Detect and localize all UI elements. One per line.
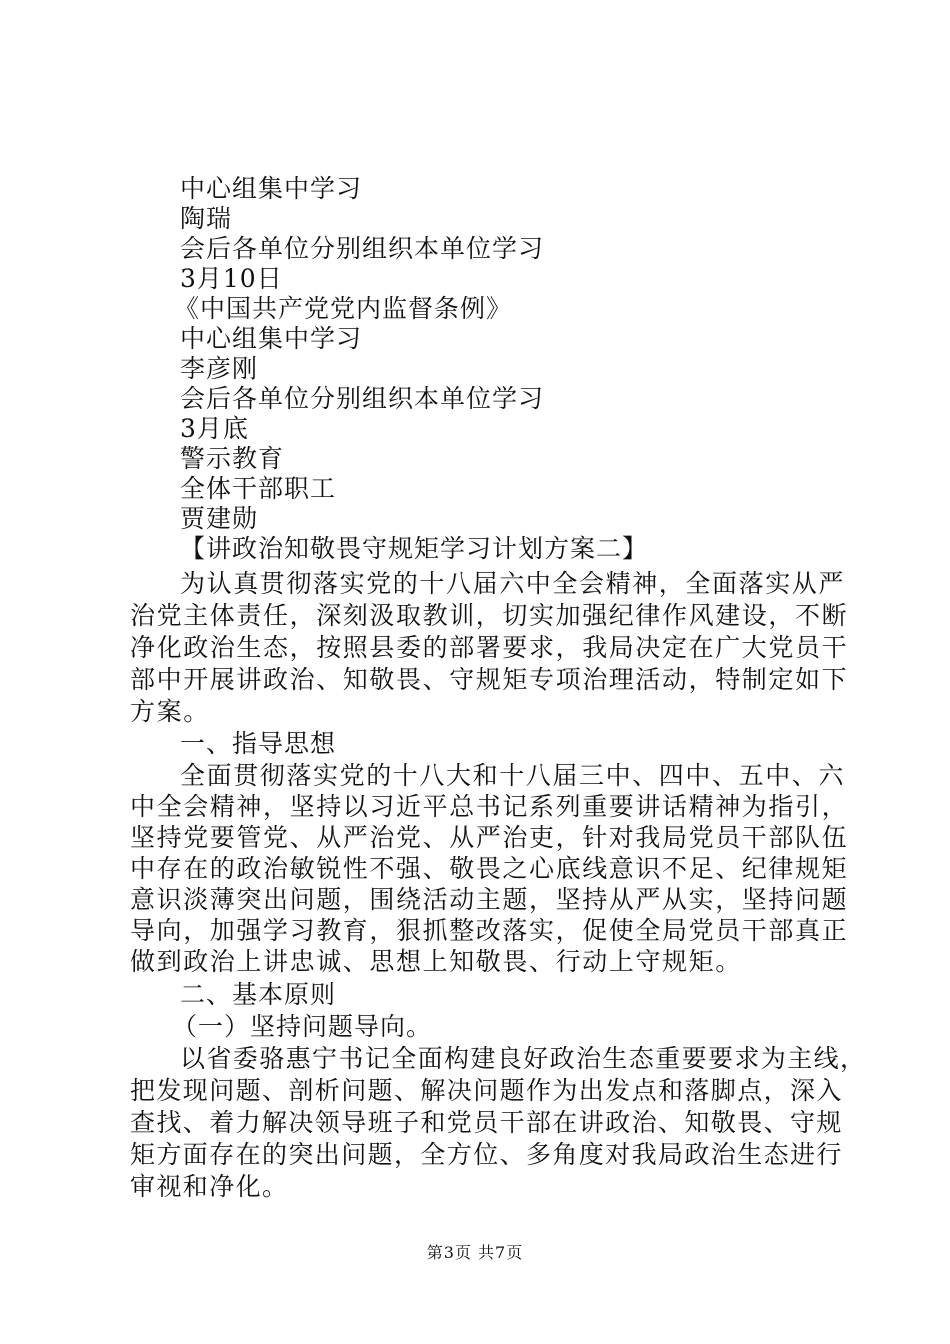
text-line: 意识淡薄突出问题，围绕活动主题，坚持从严从实，坚持问题: [130, 885, 849, 914]
text-line: 中存在的政治敏锐性不强、敬畏之心底线意识不足、纪律规矩: [130, 854, 849, 883]
list-line: 贾建勋: [180, 504, 259, 533]
text-line: 做到政治上讲忠诚、思想上知敬畏、行动上守规矩。: [130, 947, 742, 976]
list-line: 会后各单位分别组织本单位学习: [180, 384, 545, 413]
section-heading: 【讲政治知敬畏守规矩学习计划方案二】: [180, 534, 649, 563]
list-line: 中心组集中学习: [180, 324, 363, 353]
paragraph-intro: [130, 568, 848, 728]
schedule-list: [174, 174, 649, 564]
text-line: 坚持党要管党、从严治党、从严治吏，针对我局党员干部队伍: [130, 823, 849, 852]
text-line: 全面贯彻落实党的十八大和十八届三中、四中、五中、六: [180, 761, 846, 790]
list-line: 警示教育: [180, 444, 285, 473]
list-line: 全体干部职工: [180, 474, 337, 503]
text-line: 部中开展讲政治、知敬畏、守规矩专项治理活动，特制定如下: [130, 665, 849, 694]
text-line: 净化政治生态，按照县委的部署要求，我局决定在广大党员干: [130, 633, 849, 662]
paragraph-principles: [130, 1043, 866, 1203]
list-line: 李彦刚: [180, 354, 259, 383]
list-line: 陶瑞: [180, 204, 233, 233]
text-line: 治党主体责任，深刻汲取教训，切实加强纪律作风建设，不断: [130, 601, 849, 630]
text-line: 把发现问题、剖析问题、解决问题作为出发点和落脚点，深入: [130, 1076, 843, 1105]
section-heading-principles: 二、基本原则: [180, 980, 337, 1009]
section-heading-guiding: 一、指导思想: [180, 729, 337, 758]
list-line: 中心组集中学习: [180, 174, 363, 203]
text-line: 中全会精神，坚持以习近平总书记系列重要讲话精神为指引，: [130, 792, 849, 821]
text-line: 导向，加强学习教育，狠抓整改落实，促使全局党员干部真正: [130, 916, 849, 945]
subsection-heading: （一）坚持问题导向。: [172, 1012, 433, 1041]
list-line: 《中国共产党党内监督条例》: [174, 294, 513, 323]
text-line: 方案。: [130, 697, 210, 726]
list-line: 3月10日: [180, 264, 283, 293]
text-line: 以省委骆惠宁书记全面构建良好政治生态重要要求为主线，: [180, 1044, 867, 1073]
page-footer: 第3页 共7页: [426, 1243, 524, 1262]
text-line: 矩方面存在的突出问题，全方位、多角度对我局政治生态进行: [130, 1140, 843, 1169]
text-line: 为认真贯彻落实党的十八届六中全会精神，全面落实从严: [180, 569, 846, 598]
paragraph-guiding: [130, 760, 848, 977]
text-line: 查找、着力解决领导班子和党员干部在讲政治、知敬畏、守规: [130, 1108, 843, 1137]
text-line: 审视和净化。: [130, 1172, 289, 1201]
list-line: 会后各单位分别组织本单位学习: [180, 234, 545, 263]
list-line: 3月底: [180, 414, 249, 443]
